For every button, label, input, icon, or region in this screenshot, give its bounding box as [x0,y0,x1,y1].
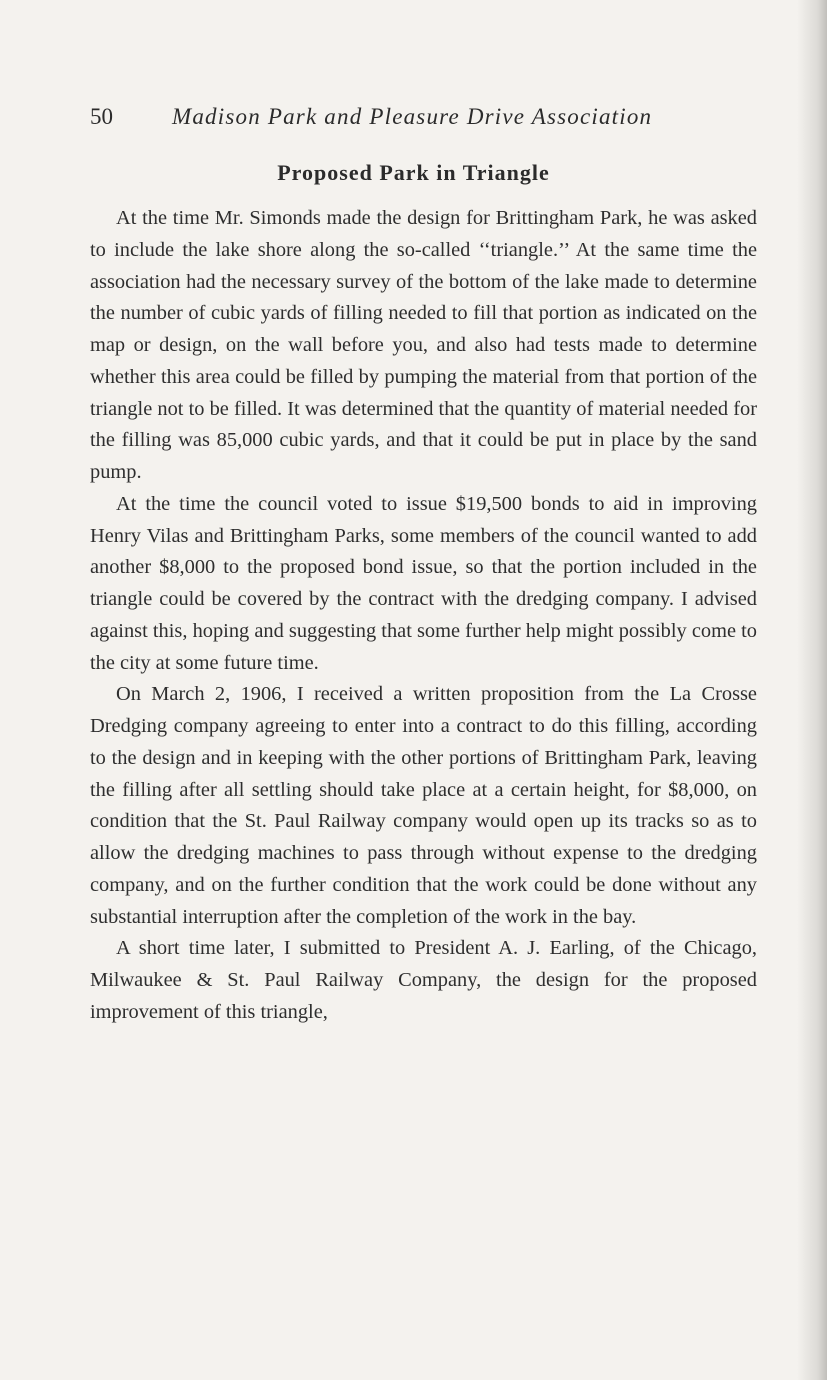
paragraph-4: A short time later, I submitted to President A. J. Earling, of the Chicago, Milwaukee & St. Paul Railway Company, the design for the proposed improvement of this triangle, [90,937,757,1023]
paragraph-3: On March 2, 1906, I received a written proposition from the La Crosse Dredging company agreeing to enter into a contract to do this filling, according to the design and in keeping with the other portions of Brittingham Park, leaving the filling after all settling should take place at a certain height, for $8,000, on condition that the St. Paul Railway company would open up its tracks so as to allow the dredging machines to pass through without expense to the dredging company, and on the further condition that the work could be done without any substantial interruption after the completion of the work in the bay. [90,683,757,928]
body-text [90,203,757,1029]
section-title: Proposed Park in Triangle [277,160,550,185]
paragraph-1: At the time Mr. Simonds made the design for Brittingham Park, he was asked to include the lake shore along the so-called ‘‘triangle.’’ At the same time the association had the necessary survey of the bottom of the lake made to determine the number of cubic yards of filling needed to fill that portion as indicated on the map or design, on the wall before you, and also had tests made to determine whether this area could be filled by pumping the material from that portion of the triangle not to be filled. It was determined that the quantity of material needed for the filling was 85,000 cubic yards, and that it could be put in place by the sand pump. [90,207,757,483]
running-title: Madison Park and Pleasure Drive Association [172,104,653,129]
page-edge-shadow [797,0,827,1380]
page-number: 50 [90,104,113,129]
paragraph-2: At the time the council voted to issue $19,500 bonds to aid in improving Henry Vilas and Brittingham Parks, some members of the council wanted to add another $8,000 to the proposed bond issue, so that the portion included in the triangle could be covered by the contract with the dredging company. I advised against this, hoping and suggesting that some further help might possibly come to the city at some future time. [90,492,757,674]
running-header [90,100,680,134]
